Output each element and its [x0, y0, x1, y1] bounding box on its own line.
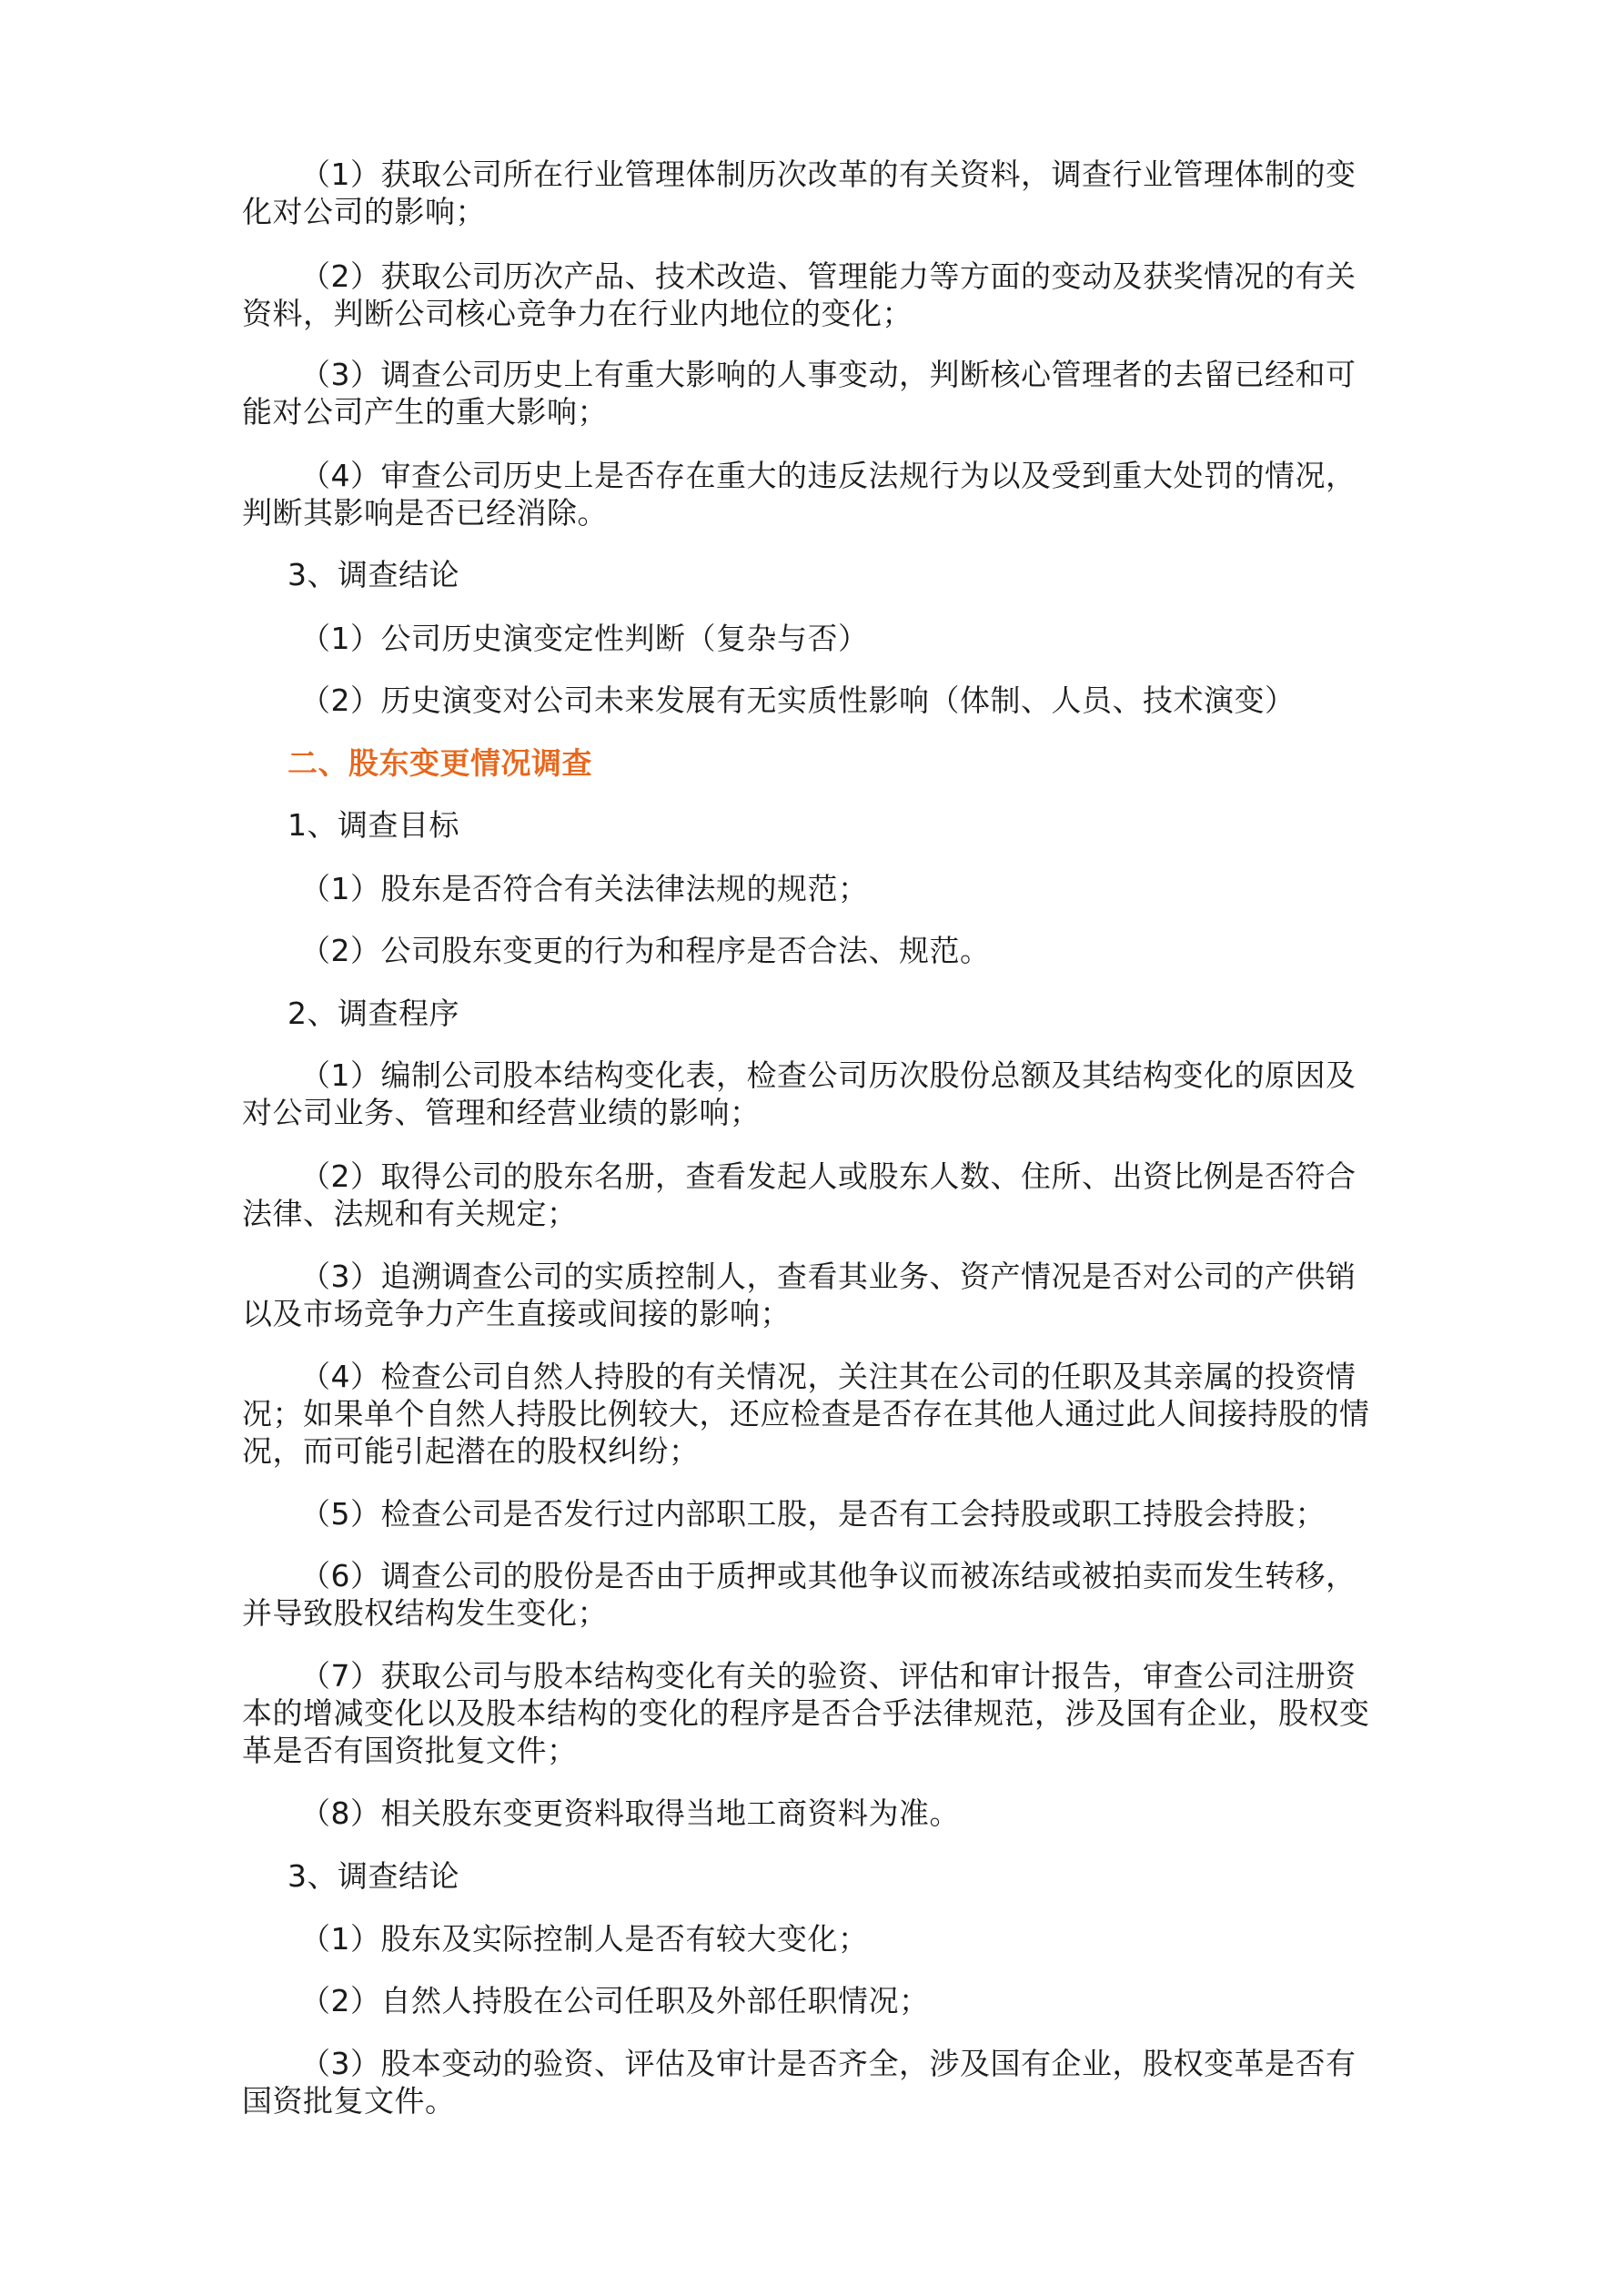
- paragraph-line: （5）检查公司是否发行过内部职工股，是否有工会持股或职工持股会持股；: [300, 1496, 1326, 1532]
- paragraph-line: 况，而可能引起潜在的股权纠纷；: [242, 1433, 700, 1469]
- paragraph-line: （1）获取公司所在行业管理体制历次改革的有关资料，调查行业管理体制的变: [300, 157, 1357, 192]
- section-subheading: 1、调查目标: [287, 807, 459, 843]
- paragraph-line: （1）编制公司股本结构变化表，检查公司历次股份总额及其结构变化的原因及: [300, 1057, 1357, 1093]
- paragraph-line: （4）审查公司历史上是否存在重大的违反法规行为以及受到重大处罚的情况，: [300, 458, 1357, 493]
- paragraph-line: 对公司业务、管理和经营业绩的影响；: [242, 1095, 761, 1130]
- paragraph-line: 革是否有国资批复文件；: [242, 1733, 578, 1768]
- paragraph-line: （2）获取公司历次产品、技术改造、管理能力等方面的变动及获奖情况的有关: [300, 258, 1357, 294]
- paragraph-line: 况；如果单个自然人持股比例较大，还应检查是否存在其他人通过此人间接持股的情: [242, 1396, 1370, 1431]
- paragraph-line: （1）股东是否符合有关法律法规的规范；: [300, 871, 869, 906]
- paragraph-line: （1）公司历史演变定性判断（复杂与否）: [300, 621, 869, 656]
- paragraph-line: （2）公司股东变更的行为和程序是否合法、规范。: [300, 933, 991, 968]
- paragraph-line: 本的增减变化以及股本结构的变化的程序是否合乎法律规范，涉及国有企业，股权变: [242, 1695, 1370, 1731]
- paragraph-line: 国资批复文件。: [242, 2083, 456, 2119]
- paragraph-line: （2）取得公司的股东名册，查看发起人或股东人数、住所、出资比例是否符合: [300, 1158, 1357, 1194]
- paragraph-line: 法律、法规和有关规定；: [242, 1196, 578, 1231]
- paragraph-line: 资料，判断公司核心竞争力在行业内地位的变化；: [242, 296, 913, 331]
- paragraph-line: （6）调查公司的股份是否由于质押或其他争议而被冻结或被拍卖而发生转移，: [300, 1558, 1357, 1593]
- paragraph-line: 判断其影响是否已经消除。: [242, 495, 608, 531]
- paragraph-line: 并导致股权结构发生变化；: [242, 1595, 608, 1631]
- paragraph-line: （7）获取公司与股本结构变化有关的验资、评估和审计报告，审查公司注册资: [300, 1658, 1357, 1694]
- section-subheading: 3、调查结论: [287, 557, 459, 592]
- paragraph-line: （2）历史演变对公司未来发展有无实质性影响（体制、人员、技术演变）: [300, 683, 1296, 718]
- paragraph-line: （3）调查公司历史上有重大影响的人事变动，判断核心管理者的去留已经和可: [300, 357, 1357, 392]
- paragraph-line: （3）股本变动的验资、评估及审计是否齐全，涉及国有企业，股权变革是否有: [300, 2046, 1357, 2081]
- paragraph-line: 化对公司的影响；: [242, 194, 486, 229]
- paragraph-line: （4）检查公司自然人持股的有关情况，关注其在公司的任职及其亲属的投资情: [300, 1359, 1357, 1394]
- paragraph-line: （3）追溯调查公司的实质控制人，查看其业务、资产情况是否对公司的产供销: [300, 1259, 1357, 1294]
- section-subheading: 3、调查结论: [287, 1858, 459, 1894]
- section-heading: 二、股东变更情况调查: [287, 745, 592, 781]
- section-subheading: 2、调查程序: [287, 996, 459, 1031]
- paragraph-line: （1）股东及实际控制人是否有较大变化；: [300, 1921, 869, 1957]
- paragraph-line: 以及市场竞争力产生直接或间接的影响；: [242, 1296, 791, 1331]
- paragraph-line: 能对公司产生的重大影响；: [242, 394, 608, 430]
- paragraph-line: （2）自然人持股在公司任职及外部任职情况；: [300, 1983, 930, 2018]
- paragraph-line: （8）相关股东变更资料取得当地工商资料为准。: [300, 1795, 960, 1831]
